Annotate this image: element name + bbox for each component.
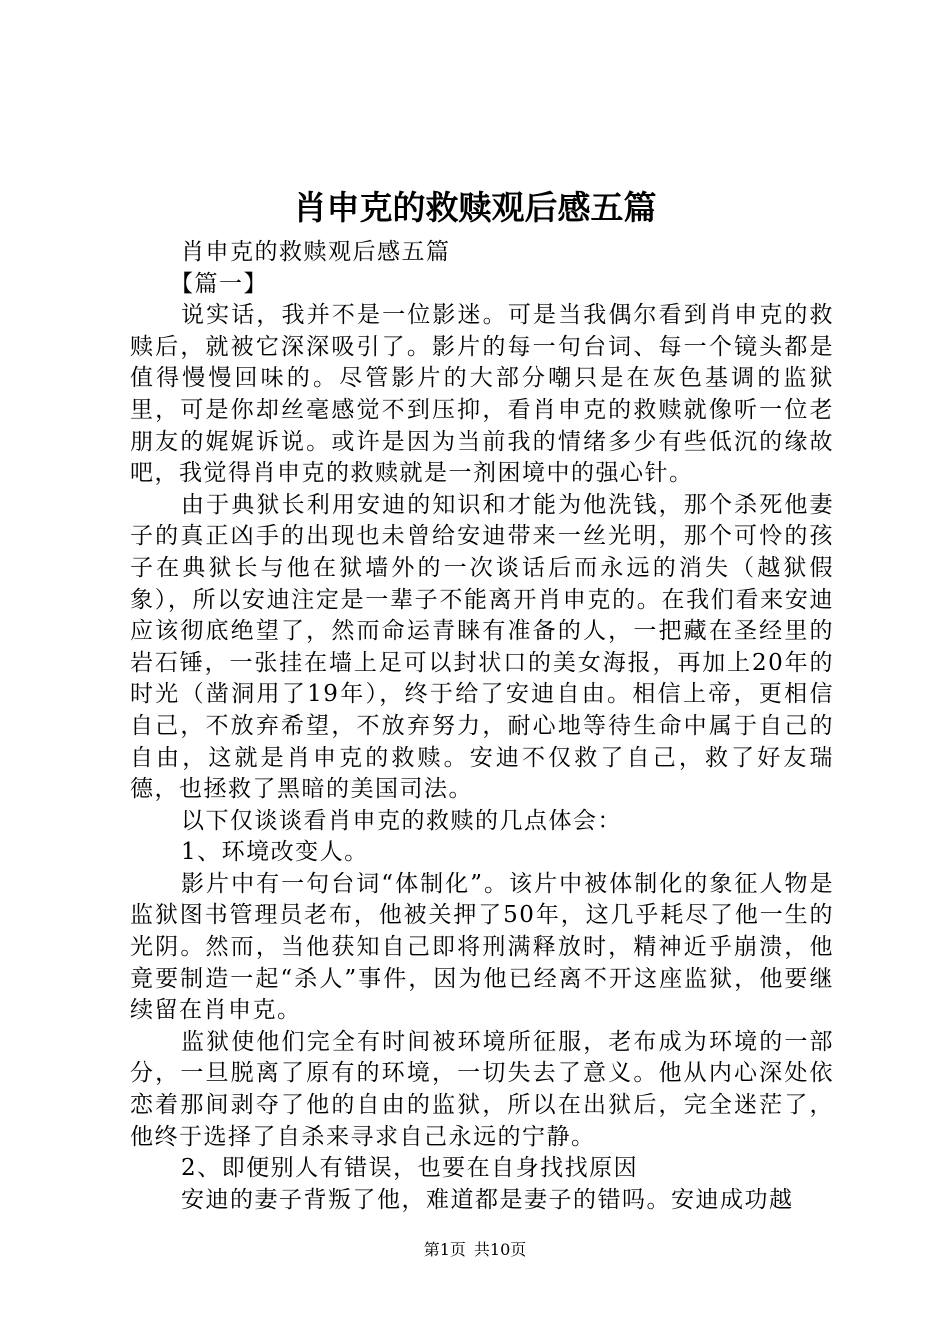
list-heading: 2、即便别人有错误，也要在自身找找原因	[181, 1155, 639, 1182]
paragraph: 安迪的妻子背叛了他，难道都是妻子的错吗。安迪成功越	[181, 1186, 794, 1213]
paragraph: 影片中有一句台词“体制化”。该片中被体制化的象征人物是监狱图书管理员老布，他被关押了50年，这几乎耗尽了他一生的光阴。然而，当他获知自己即将刑满释放时，精神近乎崩溃，他竟要制造一起“杀人”事件，因为他已经离不开这座监狱，他要继续留在肖申克。	[130, 870, 834, 1024]
paragraph: 由于典狱长利用安迪的知识和才能为他洗钱，那个杀死他妻子的真正凶手的出现也未曾给安迪带来一丝光明，那个可怜的孩子在典狱长与他在狱墙外的一次谈话后而永远的消失（越狱假象），所以安迪注定是一辈子不能离开肖申克的。在我们看来安迪应该彻底绝望了，然而命运青睐有准备的人，一把藏在圣经里的岩石锤，一张挂在墙上足可以封状口的美女海报，再加上20年的时光（凿洞用了19年），终于给了安迪自由。相信上帝，更相信自己，不放弃希望，不放弃努力，耐心地等待生命中属于自己的自由，这就是肖申克的救赎。安迪不仅救了自己，救了好友瑞德，也拯救了黑暗的美国司法。	[130, 491, 834, 803]
list-heading: 1、环境改变人。	[181, 839, 369, 866]
section-heading: 【篇一】	[170, 270, 268, 297]
document-body	[130, 237, 834, 1216]
page-total: 共10页	[473, 1240, 527, 1259]
paragraph: 以下仅谈谈看肖申克的救赎的几点体会：	[181, 807, 622, 834]
paragraph: 说实话，我并不是一位影迷。可是当我偶尔看到肖申克的救赎后，就被它深深吸引了。影片的每一句台词、每一个镜头都是值得慢慢回味的。尽管影片的大部分嘲只是在灰色基调的监狱里，可是你却丝毫感觉不到压抑，看肖申克的救赎就像听一位老朋友的娓娓诉说。或许是因为当前我的情绪多少有些低沉的缘故吧，我觉得肖申克的救赎就是一剂困境中的强心针。	[130, 302, 834, 487]
paragraph-subtitle: 肖申克的救赎观后感五篇	[181, 239, 451, 265]
paragraph: 监狱使他们完全有时间被环境所征服，老布成为环境的一部分，一旦脱离了原有的环境，一切失去了意义。他从内心深处依恋着那间剥夺了他的自由的监狱，所以在出狱后，完全迷茫了，他终于选择了自杀来寻求自己永远的宁静。	[130, 1028, 834, 1150]
document-title: 肖申克的救赎观后感五篇	[293, 188, 657, 227]
page-footer	[0, 1239, 950, 1261]
page-number: 第1页	[423, 1240, 466, 1259]
